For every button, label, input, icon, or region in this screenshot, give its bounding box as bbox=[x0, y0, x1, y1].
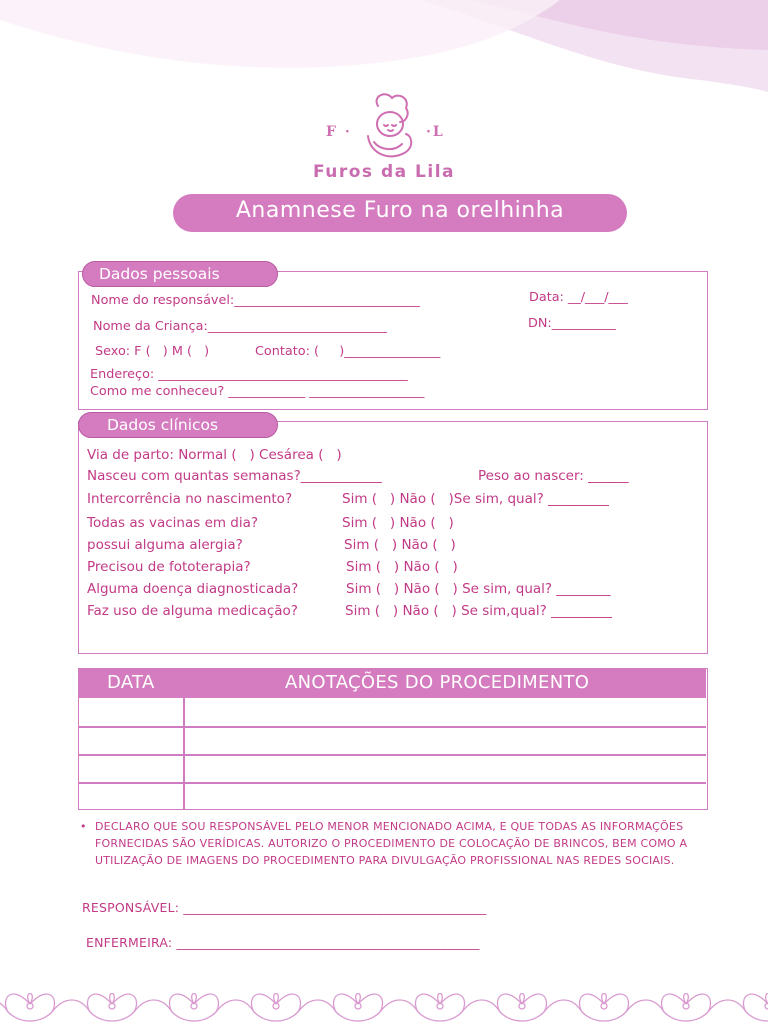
flower-motif bbox=[87, 994, 172, 1022]
logo-initial-f: F · bbox=[326, 124, 352, 140]
flower-motif bbox=[251, 994, 336, 1022]
vaccines-question: Todas as vacinas em dia? bbox=[87, 515, 259, 531]
complication-question: Intercorrência no nascimento? bbox=[87, 491, 293, 507]
flower-motif bbox=[333, 994, 418, 1022]
birth-type-field[interactable]: Via de parto: Normal ( ) Cesárea ( ) bbox=[87, 447, 342, 463]
phototherapy-answer[interactable]: Sim ( ) Não ( ) bbox=[346, 559, 458, 575]
brand-logo bbox=[0, 92, 768, 188]
weeks-field[interactable]: Nasceu com quantas semanas?____________ bbox=[87, 468, 382, 484]
row-divider bbox=[79, 726, 706, 728]
row-divider bbox=[79, 754, 706, 756]
complication-answer[interactable]: Sim ( ) Não ( )Se sim, qual? _________ bbox=[342, 491, 609, 507]
allergy-answer[interactable]: Sim ( ) Não ( ) bbox=[344, 537, 456, 553]
birth-date-field[interactable]: DN:__________ bbox=[528, 316, 616, 331]
contact-field[interactable]: Contato: ( )_______________ bbox=[255, 344, 441, 359]
phototherapy-question: Precisou de fototerapia? bbox=[87, 559, 251, 575]
flower-motif bbox=[497, 994, 582, 1022]
medication-answer[interactable]: Sim ( ) Não ( ) Se sim,qual? _________ bbox=[345, 603, 612, 619]
allergy-question: possui alguma alergia? bbox=[87, 537, 243, 553]
guardian-name-field[interactable]: Nome do responsável:_____________________________ bbox=[91, 293, 420, 308]
flower-motif bbox=[169, 994, 254, 1022]
flower-motif bbox=[743, 994, 768, 1022]
flower-motif bbox=[415, 994, 500, 1022]
floral-border-decoration bbox=[0, 976, 768, 1024]
table-header bbox=[79, 669, 706, 698]
logo-initial-l: ·L bbox=[426, 124, 445, 140]
column-date: DATA bbox=[107, 672, 155, 693]
declaration-text: DECLARO QUE SOU RESPONSÁVEL PELO MENOR MENCIONADO ACIMA, E QUE TODAS AS INFORMAÇÕES FORNECIDAS SÃO VERÍDICAS. AUTORIZO O PROCEDIMENTO DE COLOCAÇÃO DE BRINCOS, BEM COMO A UTILIZAÇÃO DE IMAGENS DO PROCEDIMENTO PARA DIVULGAÇÃO PROFISSIONAL NAS REDES SOCIAIS. bbox=[95, 820, 688, 867]
clinical-data-tag: Dados clínicos bbox=[78, 412, 278, 438]
brand-name: Furos da Lila bbox=[313, 162, 455, 182]
referral-field[interactable]: Como me conheceu? ____________ __________________ bbox=[90, 384, 425, 399]
flower-motif bbox=[5, 994, 90, 1022]
bullet-icon: • bbox=[80, 820, 87, 833]
column-notes: ANOTAÇÕES DO PROCEDIMENTO bbox=[285, 672, 590, 693]
personal-data-tag: Dados pessoais bbox=[82, 261, 278, 287]
disease-question: Alguma doença diagnosticada? bbox=[87, 581, 299, 597]
nurse-signature-line[interactable]: ENFERMEIRA: _______________________________________________ bbox=[86, 935, 480, 950]
disease-answer[interactable]: Sim ( ) Não ( ) Se sim, qual? ________ bbox=[346, 581, 611, 597]
child-name-field[interactable]: Nome da Criança:____________________________ bbox=[93, 319, 387, 334]
date-field[interactable]: Data: __/___/___ bbox=[529, 290, 628, 305]
procedure-table bbox=[78, 668, 708, 810]
page-title: Anamnese Furo na orelhinha bbox=[173, 194, 627, 232]
row-divider bbox=[79, 782, 706, 784]
flower-motif bbox=[661, 994, 746, 1022]
sex-field[interactable]: Sexo: F ( ) M ( ) bbox=[95, 344, 210, 359]
medication-question: Faz uso de alguma medicação? bbox=[87, 603, 298, 619]
birth-weight-field[interactable]: Peso ao nascer: ______ bbox=[478, 468, 629, 484]
address-field[interactable]: Endereço: _______________________________________ bbox=[90, 367, 408, 382]
vaccines-answer[interactable]: Sim ( ) Não ( ) bbox=[342, 515, 454, 531]
guardian-signature-line[interactable]: RESPONSÁVEL: _______________________________________________ bbox=[82, 900, 487, 915]
baby-icon bbox=[358, 92, 418, 164]
flower-motif bbox=[579, 994, 664, 1022]
